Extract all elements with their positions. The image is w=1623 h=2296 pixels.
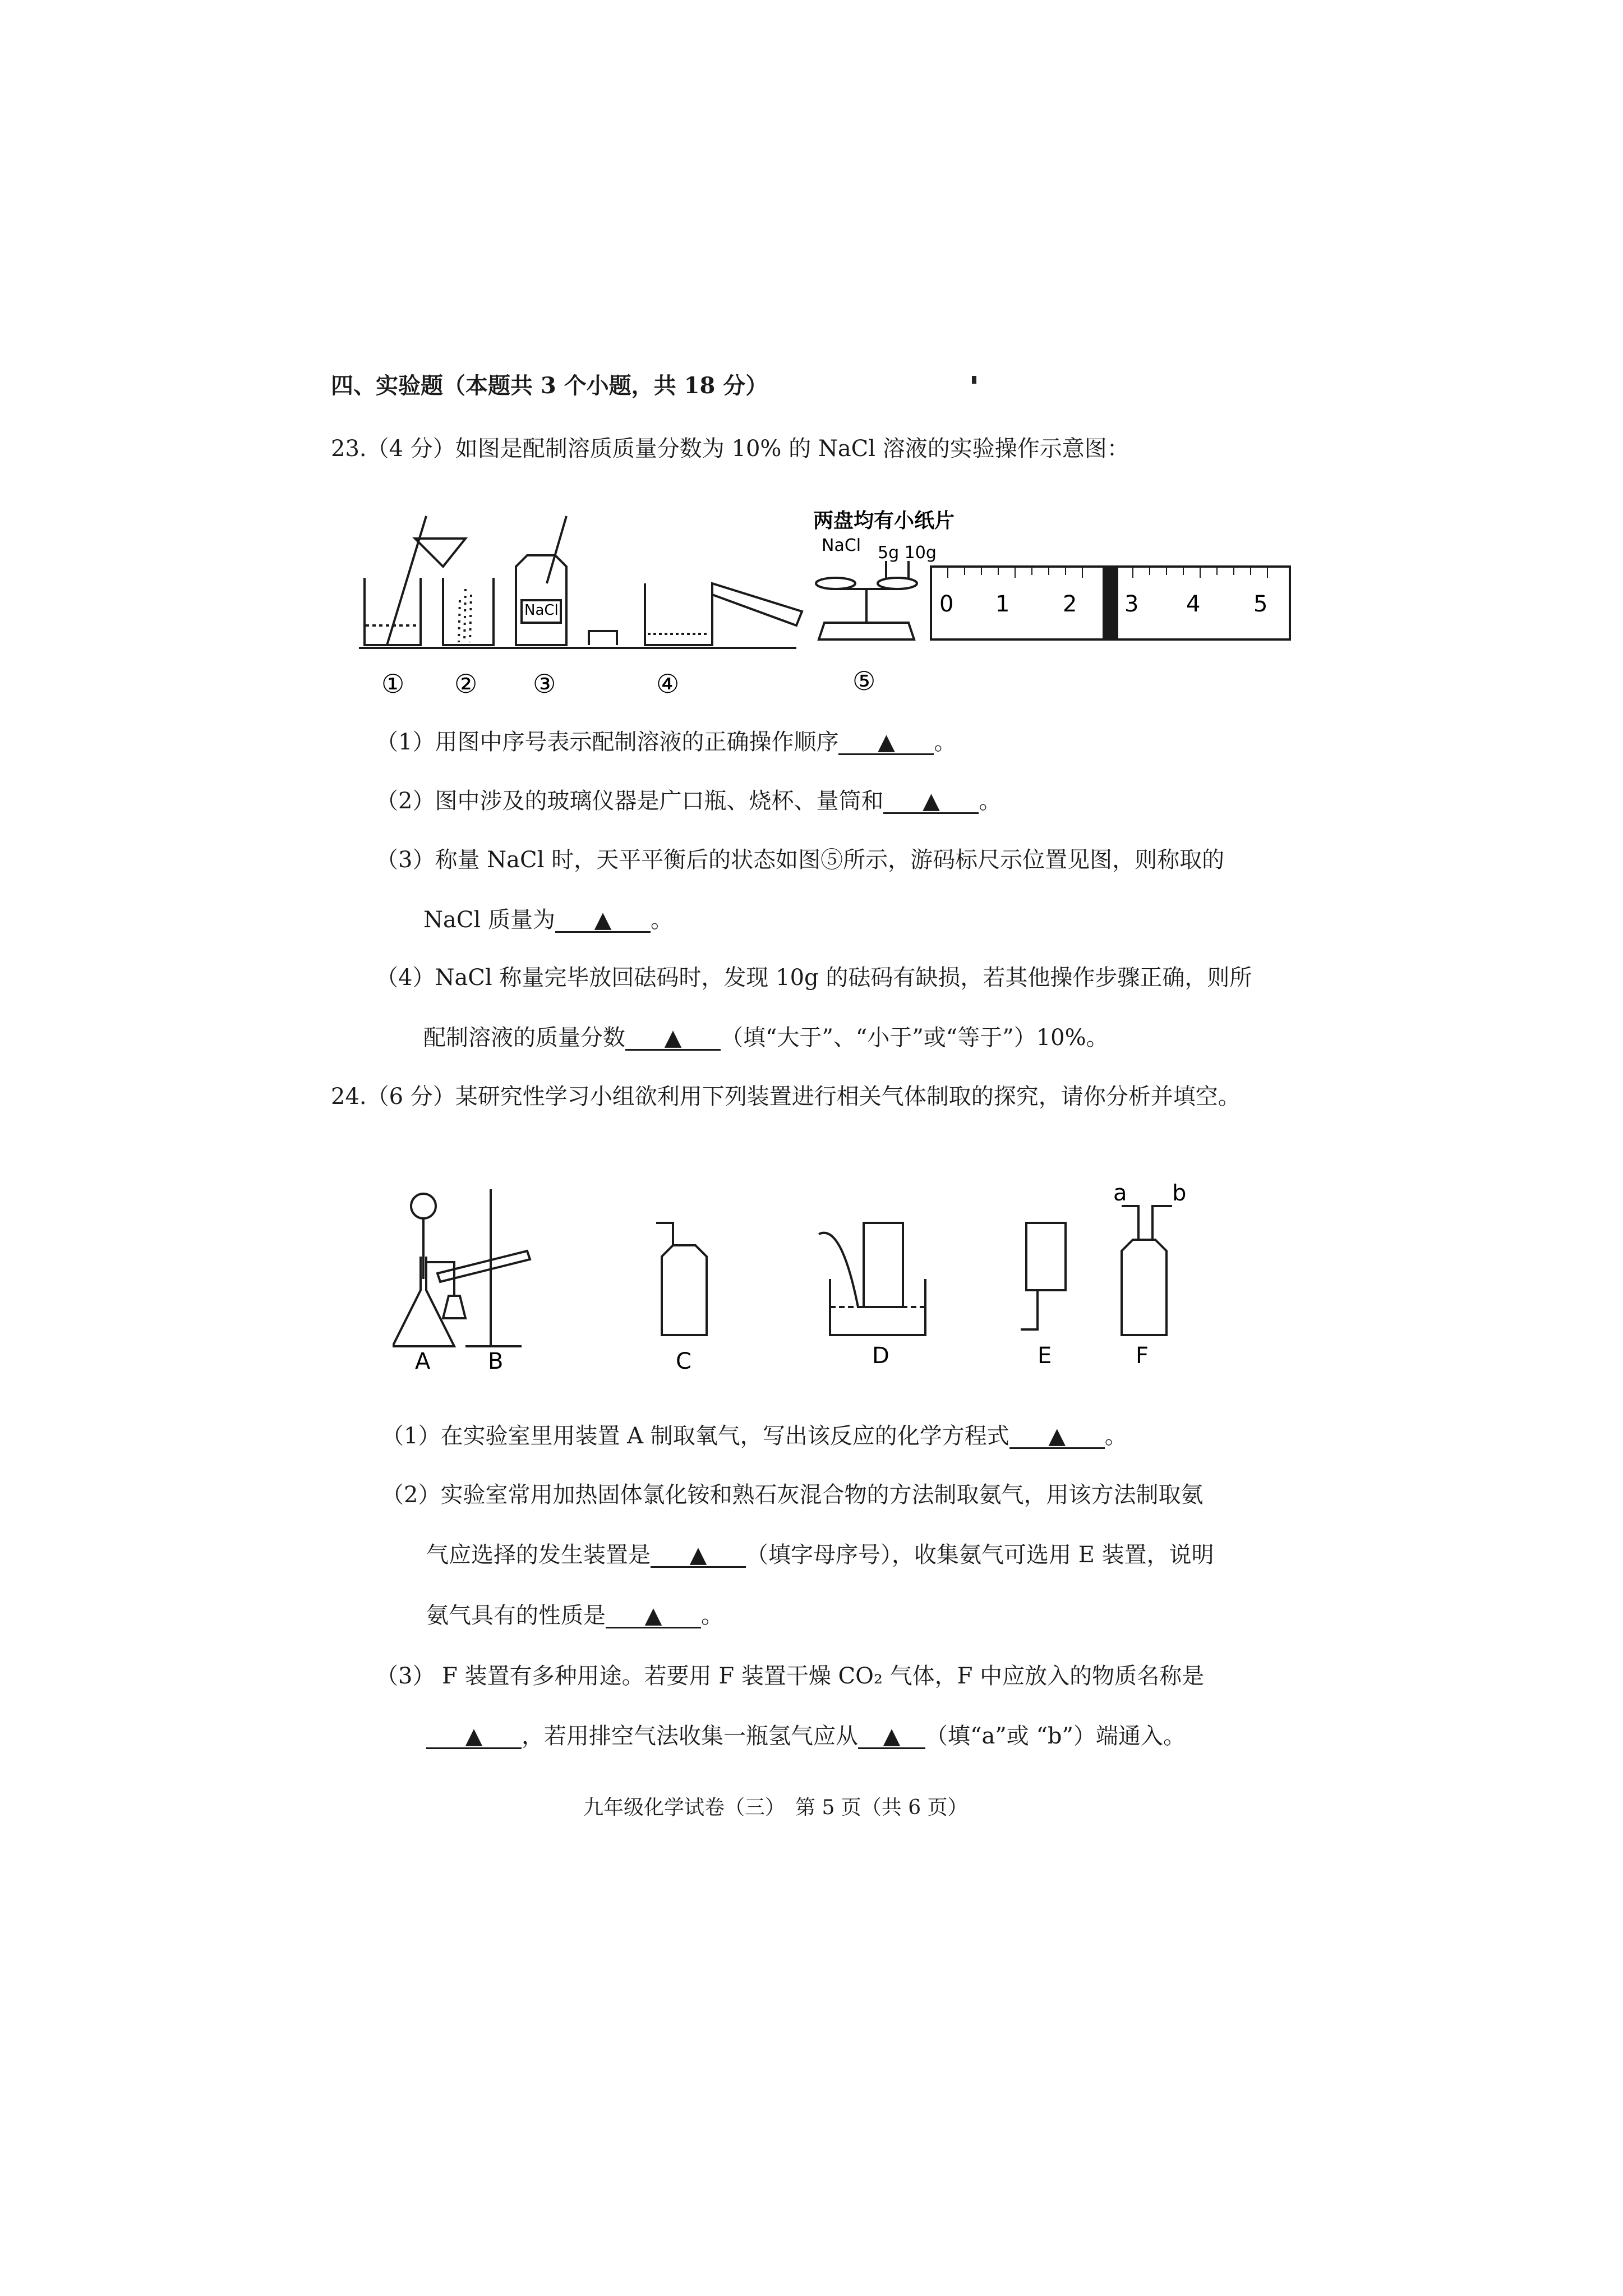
svg-text:F: F	[1136, 1343, 1149, 1369]
svg-text:D: D	[872, 1343, 889, 1369]
svg-text:5: 5	[1253, 591, 1268, 617]
svg-text:E: E	[1038, 1343, 1052, 1369]
svg-text:B: B	[488, 1349, 504, 1374]
port-a-tube	[1122, 1206, 1138, 1240]
q23-figure	[353, 505, 1295, 712]
scan-speck	[972, 376, 976, 384]
balance-salt: NaCl	[822, 536, 861, 555]
beaker-2	[443, 578, 494, 645]
answer-blank[interactable]: ▲	[838, 731, 934, 755]
funnel	[415, 539, 465, 567]
q24-item-2-line2: 气应选择的发生装置是 ▲ （填字母序号），收集氨气可选用 E 装置，说明	[426, 1542, 1214, 1568]
section-title: 四、实验题（本题共 3 个小题，共 18 分）	[331, 372, 768, 399]
beaker-4	[645, 583, 712, 645]
balance-caption: 两盘均有小纸片	[813, 509, 955, 532]
answer-blank[interactable]: ▲	[858, 1725, 925, 1749]
page-footer: 九年级化学试卷（三） 第 5 页（共 6 页）	[583, 1796, 968, 1819]
q24-item-1: （1）在实验室里用装置 A 制取氧气，写出该反应的化学方程式 ▲ 。	[381, 1423, 1127, 1449]
svg-text:A: A	[415, 1349, 431, 1374]
svg-text:0: 0	[939, 591, 954, 617]
answer-blank[interactable]: ▲	[1009, 1425, 1105, 1449]
svg-text:③: ③	[533, 669, 556, 699]
test-tube	[437, 1251, 530, 1282]
rider	[1104, 567, 1117, 639]
svg-text:⑤: ⑤	[852, 666, 876, 696]
answer-blank[interactable]: ▲	[426, 1725, 522, 1749]
q24-item-3: （3） F 装置有多种用途。若要用 F 装置干燥 CO₂ 气体，F 中应放入的物质名称是	[376, 1663, 1205, 1689]
gas-jar	[864, 1223, 903, 1307]
q23-item-4: （4）NaCl 称量完毕放回砝码时，发现 10g 的砝码有缺损，若其他操作步骤正确，则所	[376, 965, 1252, 991]
graduated-cylinder	[712, 583, 802, 625]
funnel-bulb	[411, 1194, 436, 1218]
delivery-tube	[819, 1233, 875, 1307]
q23-item-4-line2: 配制溶液的质量分数 ▲ （填“大于”、“小于”或“等于”）10%。	[423, 1025, 1109, 1051]
q23-item-3: （3）称量 NaCl 时，天平平衡后的状态如图⑤所示，游码标尺示位置见图，则称取的	[376, 847, 1225, 873]
answer-blank[interactable]: ▲	[651, 1544, 746, 1568]
svg-text:1: 1	[995, 591, 1010, 617]
q24-item-2: （2）实验室常用加热固体氯化铵和熟石灰混合物的方法制取氨气，用该方法制取氨	[381, 1482, 1204, 1508]
port-a-label: a	[1113, 1184, 1127, 1206]
q23-stem: 23.（4 分）如图是配制溶质质量分数为 10% 的 NaCl 溶液的实验操作示意图：	[331, 436, 1129, 462]
svg-text:④: ④	[656, 669, 680, 699]
bottle-cap	[589, 631, 617, 645]
apparatus-f-bottle	[1122, 1240, 1166, 1335]
answer-blank[interactable]: ▲	[883, 790, 979, 814]
svg-text:4: 4	[1186, 591, 1201, 617]
port-b-tube	[1152, 1206, 1172, 1240]
q24-item-3-line2: ▲ ，若用排空气法收集一瓶氢气应从 ▲ （填“a”或 “b”）端通入。	[426, 1725, 1186, 1749]
balance-base	[819, 623, 914, 639]
apparatus-c-bottle	[662, 1245, 707, 1335]
pan-right	[878, 578, 917, 589]
step-labels	[381, 666, 875, 699]
q23-item-1: （1）用图中序号表示配制溶液的正确操作顺序 ▲ 。	[376, 729, 957, 755]
apparatus-e-bottle	[1026, 1223, 1066, 1290]
port-b-label: b	[1172, 1184, 1187, 1206]
q23-item-3-line2: NaCl 质量为 ▲ 。	[423, 907, 673, 933]
svg-text:3: 3	[1124, 591, 1139, 617]
q24-stem: 24.（6 分）某研究性学习小组欲利用下列装置进行相关气体制取的探究，请你分析并填空。	[331, 1084, 1241, 1110]
balance-weights: 5g 10g	[878, 543, 937, 563]
beaker-1	[365, 578, 421, 645]
answer-blank[interactable]: ▲	[606, 1604, 701, 1628]
q23-item-2: （2）图中涉及的玻璃仪器是广口瓶、烧杯、量筒和 ▲ 。	[376, 788, 1002, 814]
q24-item-2-line3: 氨气具有的性质是 ▲ 。	[426, 1603, 723, 1628]
q24-figure	[393, 1184, 1267, 1374]
pan-left	[816, 578, 855, 589]
alcohol-lamp	[443, 1296, 465, 1318]
apparatus-labels	[415, 1343, 1149, 1374]
svg-text:①: ①	[381, 669, 405, 699]
bottle-label: NaCl	[524, 602, 559, 619]
spoon	[547, 516, 566, 583]
svg-text:2: 2	[1063, 591, 1077, 617]
answer-blank[interactable]: ▲	[625, 1027, 721, 1051]
svg-text:②: ②	[454, 669, 478, 699]
svg-text:C: C	[676, 1349, 691, 1374]
answer-blank[interactable]: ▲	[555, 909, 651, 933]
